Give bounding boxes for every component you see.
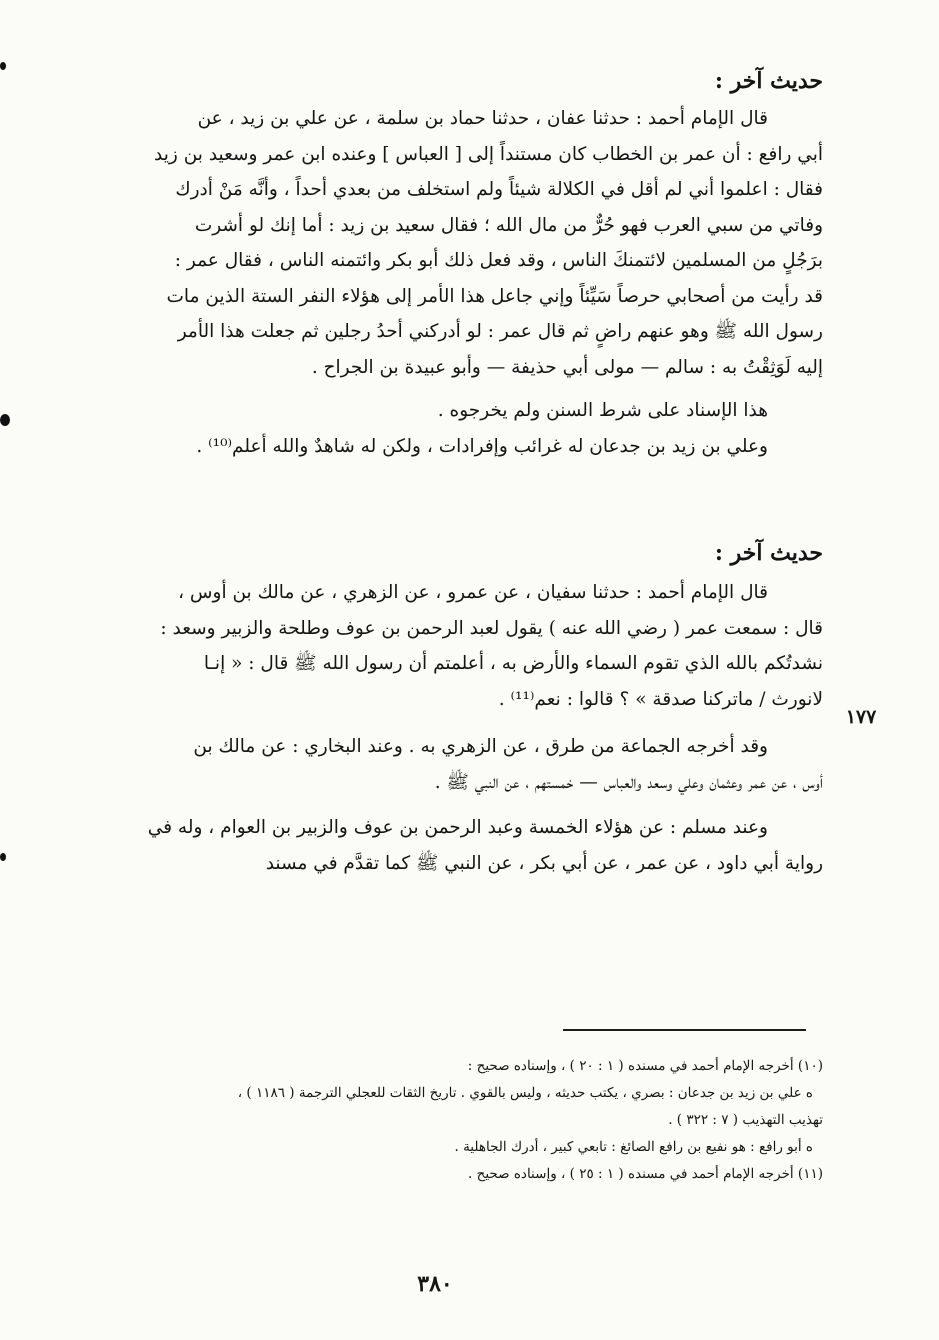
text-line: إليه لَوَثِقْتُ به : سالم — مولى أبي حذيفة — وأبو عبيدة بن الجراح . <box>311 356 823 378</box>
hadith-1 <box>68 64 823 464</box>
footnotes <box>68 1053 823 1188</box>
comment-line: وعند مسلم : عن هؤلاء الخمسة وعبد الرحمن بن عوف والزبير بن العوام ، وله في <box>147 817 768 838</box>
hadith-1-text <box>68 101 823 385</box>
hadith-1-comment <box>68 393 823 464</box>
footnote-line: ه أبو رافع : هو نفيع بن رافع الصائغ : تابعي كبير ، أدرك الجاهلية . <box>454 1139 813 1155</box>
scan-mark <box>0 853 6 861</box>
text-line: لانورث / ماتركنا صدقة » ؟ قالوا : نعم⁽¹¹⁾ . <box>498 688 823 710</box>
text-line: أبي رافع : أن عمر بن الخطاب كان مستنداً إلى [ العباس ] وعنده ابن عمر وسعيد بن زيد <box>154 143 823 165</box>
footnote-line: (١١) أخرجه الإمام أحمد في مسنده ( ١ : ٢٥ ) ، وإسناده صحيح . <box>468 1166 823 1182</box>
comment-line: وعلي بن زيد بن جدعان له غرائب وإفرادات ، ولكن له شاهدٌ والله أعلم⁽¹⁰⁾ . <box>196 435 768 457</box>
footnote-line: (١٠) أخرجه الإمام أحمد في مسنده ( ١ : ٢٠ ) ، وإسناده صحيح : <box>467 1058 823 1074</box>
section-heading: حديث آخر : <box>714 68 823 94</box>
text-line: قال الإمام أحمد : حدثنا سفيان ، عن عمرو ، عن الزهري ، عن مالك بن أوس ، <box>178 582 768 603</box>
text-line: قال : سمعت عمر ( رضي الله عنه ) يقول لعبد الرحمن بن عوف وطلحة والزبير وسعد : <box>160 617 823 639</box>
text-line: برَجُلٍ من المسلمين لائتمنكَ الناس ، وقد فعل ذلك أبو بكر وائتمنه الناس ، فقال عمر : <box>174 250 823 271</box>
footnote-line: ه علي بن زيد بن جدعان : بصري ، يكتب حديثه ، وليس بالقوي . تاريخ الثقات للعجلي الترجمة ( ١١٨٦ ) ، <box>237 1085 813 1101</box>
comment-line: هذا الإسناد على شرط السنن ولم يخرجوه . <box>437 400 768 421</box>
scan-mark <box>0 414 10 426</box>
hadith-2 <box>68 536 823 881</box>
text-line: رسول الله ﷺ وهو عنهم راضٍ ثم قال عمر : لو أدركني أحدُ رجلين ثم جعلت هذا الأمر <box>177 321 823 342</box>
text-line: قد رأيت من أصحابي حرصاً سَيِّئاً وإني جاعل هذا الأمر إلى هؤلاء النفر الستة الذين مات <box>166 285 823 307</box>
hadith-2-comment-2 <box>68 810 823 881</box>
comment-line: أوس ، عن عمر وعثمان وعلي وسعد والعباس — خمستهم ، عن النبي ﷺ . <box>434 771 823 793</box>
scan-mark <box>0 62 6 70</box>
section-heading: حديث آخر : <box>714 540 823 566</box>
hadith-2-text <box>68 575 823 717</box>
text-line: قال الإمام أحمد : حدثنا عفان ، حدثنا حماد بن سلمة ، عن علي بن زيد ، عن <box>197 108 768 129</box>
footnote-line: تهذيب التهذيب ( ٧ : ٣٢٢ ) . <box>668 1112 823 1128</box>
text-line: وفاتي من سبي العرب فهو حُرٌّ من مال الله ؛ فقال سعيد بن زيد : أما إنك لو أشرت <box>194 214 823 236</box>
hadith-2-comment-1 <box>68 729 823 800</box>
footnote-divider <box>563 1029 806 1031</box>
page-number: ٣٨٠ <box>417 1271 453 1297</box>
text-line: فقال : اعلموا أني لم أقل في الكلالة شيئاً ولم استخلف من بعدي أحداً ، وأنَّه مَنْ أدرك <box>175 179 823 200</box>
text-line: نشدتُكم بالله الذي تقوم السماء والأرض به ، أعلمتم أن رسول الله ﷺ قال : « إنـا <box>203 653 823 674</box>
comment-line: وقد أخرجه الجماعة من طرق ، عن الزهري به . وعند البخاري : عن مالك بن <box>193 736 768 757</box>
margin-page-number: ١٧٧ <box>845 706 877 728</box>
comment-line: رواية أبي داود ، عن عمر ، عن أبي بكر ، عن النبي ﷺ كما تقدَّم في مسند <box>265 852 823 874</box>
